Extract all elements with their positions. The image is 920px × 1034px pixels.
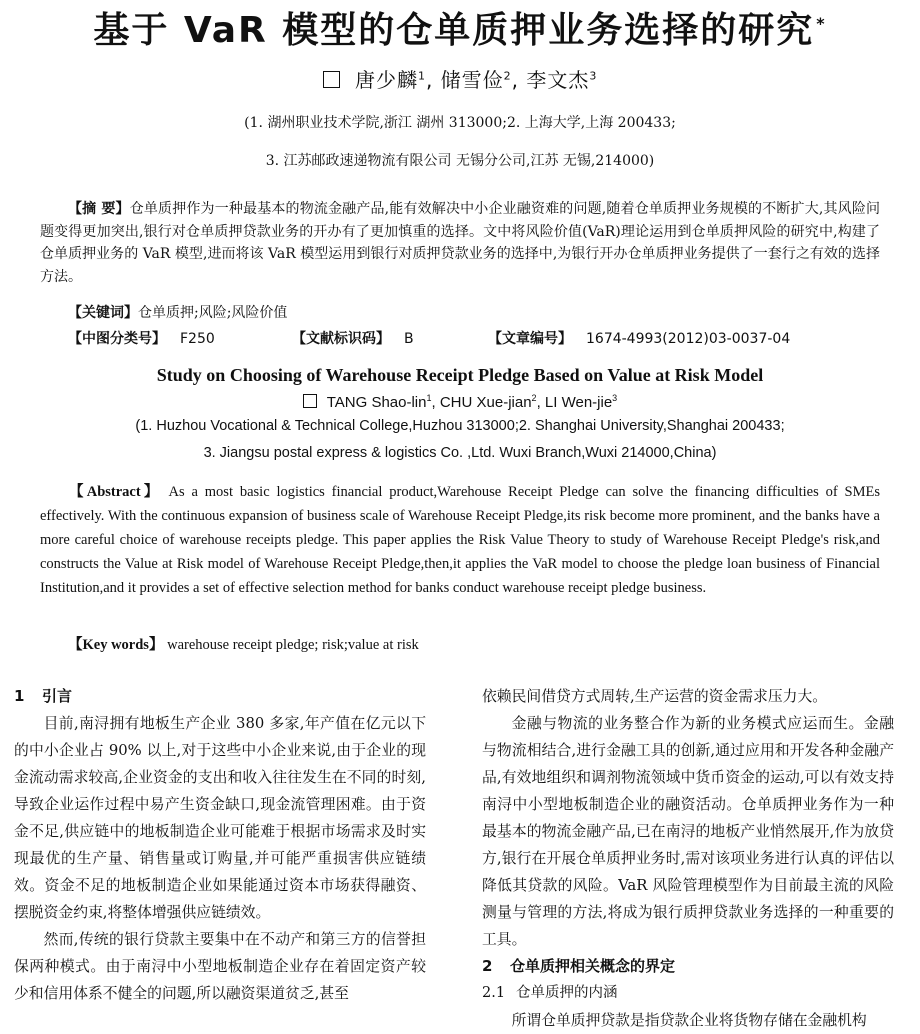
abstract-en: [40, 480, 880, 600]
author-en: CHU Xue-jian: [439, 394, 532, 411]
paragraph: 金融与物流的业务整合作为新的业务模式应运而生。金融与物流相结合,进行金融工具的创新,通过应用和开发各种金融产品,有效地组织和调剂物流领域中货币资金的运动,可以有效支持南浔中小型地板制造企业的融资活动。仓单质押业务作为一种最基本的物流金融产品,已在南浔的地板产业悄然展开,作为放贷方,银行在开展仓单质押业务时,需对该项业务进行认真的评估以降低其贷款的风险。VaR 风险管理模型作为目前最主流的风险测量与管理的方法,将成为银行质押贷款业务选择的一种重要的工具。: [482, 715, 894, 948]
paragraph: 然而,传统的银行贷款主要集中在不动产和第三方的信誉担保两种模式。由于南浔中小型地板制造企业存在着固定资产较少和信用体系不健全的问题,所以融资渠道贫乏,甚至: [14, 931, 426, 1002]
doc-value: B: [404, 331, 414, 347]
author-en: LI Wen-jie: [544, 394, 613, 411]
abstract-text: 仓单质押作为一种最基本的物流金融产品,能有效解决中小企业融资难的问题,随着仓单质押业务规模的不断扩大,其风险问题变得更加突出,银行对仓单质押贷款业务的开办有了更加慎重的选择。文中将风险价值(VaR)理论运用到仓单质押风险的研究中,构建了仓单质押业务的 VaR 模型,进而将该 VaR 模型运用到银行对质押贷款业务的选择中,为银行开办仓单质押业务提供了一套行之有效的选择方法。: [40, 201, 880, 285]
keywords-text: 仓单质押;风险;风险价值: [138, 305, 288, 321]
author-list-en: [0, 393, 920, 411]
affiliation-line-1: (1. 湖州职业技术学院,浙江 湖州 313000;2. 上海大学,上海 200433;: [244, 115, 676, 131]
keywords-label: 【关键词】: [68, 305, 138, 321]
author-sep: ,: [431, 394, 436, 411]
author-affil-mark: 1: [417, 69, 426, 83]
abstract-en-text: As a most basic logistics financial product,Warehouse Receipt Pledge can solve the financing difficulties of SMEs effectively. With the continuous expansion of business scale of Warehouse Receipt Pledge,its risk become more prominent, and the banks have a more careful choice of warehouse receipts pledge. This paper applies the Risk Value Theory to study of Warehouse Receipt Pledge's risk,and constructs the Value at Risk model of Warehouse Receipt Pledge,then,it applies the VaR model to choose the pledge loan business of Financial Institution,and it provides a set of effective selection method for banks conduct warehouse receipt pledge business.: [40, 484, 880, 596]
section-heading: [14, 683, 426, 710]
subsection-heading: [482, 980, 894, 1007]
abstract-cn: [40, 198, 880, 288]
keywords-cn: [68, 302, 287, 322]
affiliation-line-2: 3. 江苏邮政速递物流有限公司 无锡分公司,江苏 无锡,214000): [265, 153, 655, 169]
abstract-en-label: 【Abstract】: [69, 484, 162, 500]
section-heading: [482, 953, 894, 980]
author-affil-mark: 3: [589, 69, 598, 83]
clc-label: 【中图分类号】: [68, 331, 166, 347]
body-column-left: [14, 683, 426, 1007]
subsection-number: 2.1: [482, 985, 506, 1001]
keywords-en-text: warehouse receipt pledge; risk;value at risk: [167, 637, 419, 653]
clc-value: F250: [180, 331, 215, 347]
section-title: 仓单质押相关概念的界定: [510, 957, 676, 975]
abstract-label: 【摘 要】: [68, 201, 130, 217]
title-text: 基于 VaR 模型的仓单质押业务选择的研究: [93, 10, 815, 51]
checkbox-square-icon: [303, 394, 317, 408]
doc-label: 【文献标识码】: [292, 331, 390, 347]
paragraph: 所谓仓单质押贷款是指贷款企业将货物存储在金融机构: [511, 1012, 867, 1029]
paragraph: 目前,南浔拥有地板生产企业 380 多家,年产值在亿元以下的中小企业占 90% 以上,对于这些中小企业来说,由于企业的现金流动需求较高,企业资金的支出和收入往往发生在不同的时刻,导致企业运作过程中易产生资金缺口,现金流管理困难。由于资金不足,供应链中的地板制造企业可能难于根据市场需求及时实现最优的生产量、销售量或订购量,并可能严重损害供应链绩效。资金不足的地板制造企业如果能通过资本市场获得融资、摆脱资金约束,将整体增强供应链绩效。: [14, 715, 426, 921]
paragraph: 依赖民间借贷方式周转,生产运营的资金需求压力大。: [482, 688, 828, 705]
section-title: 引言: [42, 687, 73, 705]
author-sep: ,: [425, 68, 434, 92]
keywords-en-label: 【Key words】: [68, 637, 164, 653]
author: 储雪俭: [440, 68, 504, 92]
author-affil-mark: 2: [531, 393, 537, 403]
author: 唐少麟: [354, 68, 418, 92]
section-number: 2: [482, 957, 493, 975]
keywords-en: [68, 633, 419, 654]
body-column-right: [482, 683, 894, 1034]
article-label: 【文章编号】: [488, 331, 572, 347]
article-number: [488, 328, 790, 348]
author-affil-mark: 1: [426, 393, 432, 403]
affiliation-en-line-2: 3. Jiangsu postal express & logistics Co. ,Ltd. Wuxi Branch,Wuxi 214000,China): [203, 445, 717, 461]
affiliation-en-line-1: (1. Huzhou Vocational & Technical College,Huzhou 313000;2. Shanghai University,Shanghai 200433;: [135, 418, 785, 434]
author-list-cn: [0, 64, 920, 93]
article-value: 1674-4993(2012)03-0037-04: [586, 331, 791, 347]
author-sep: ,: [536, 394, 541, 411]
checkbox-square-icon: [323, 71, 340, 88]
title-footnote-mark: *: [816, 14, 827, 33]
author: 李文杰: [526, 68, 590, 92]
doc-code: [292, 328, 414, 348]
author-en: TANG Shao-lin: [326, 394, 427, 411]
english-title: Study on Choosing of Warehouse Receipt Pledge Based on Value at Risk Model: [156, 365, 764, 385]
author-sep: ,: [511, 68, 520, 92]
author-affil-mark: 2: [503, 69, 512, 83]
subsection-title: 仓单质押的内涵: [516, 985, 618, 1001]
section-number: 1: [14, 687, 25, 705]
clc-number: [68, 328, 215, 348]
author-affil-mark: 3: [612, 393, 618, 403]
paper-title: [0, 2, 920, 53]
